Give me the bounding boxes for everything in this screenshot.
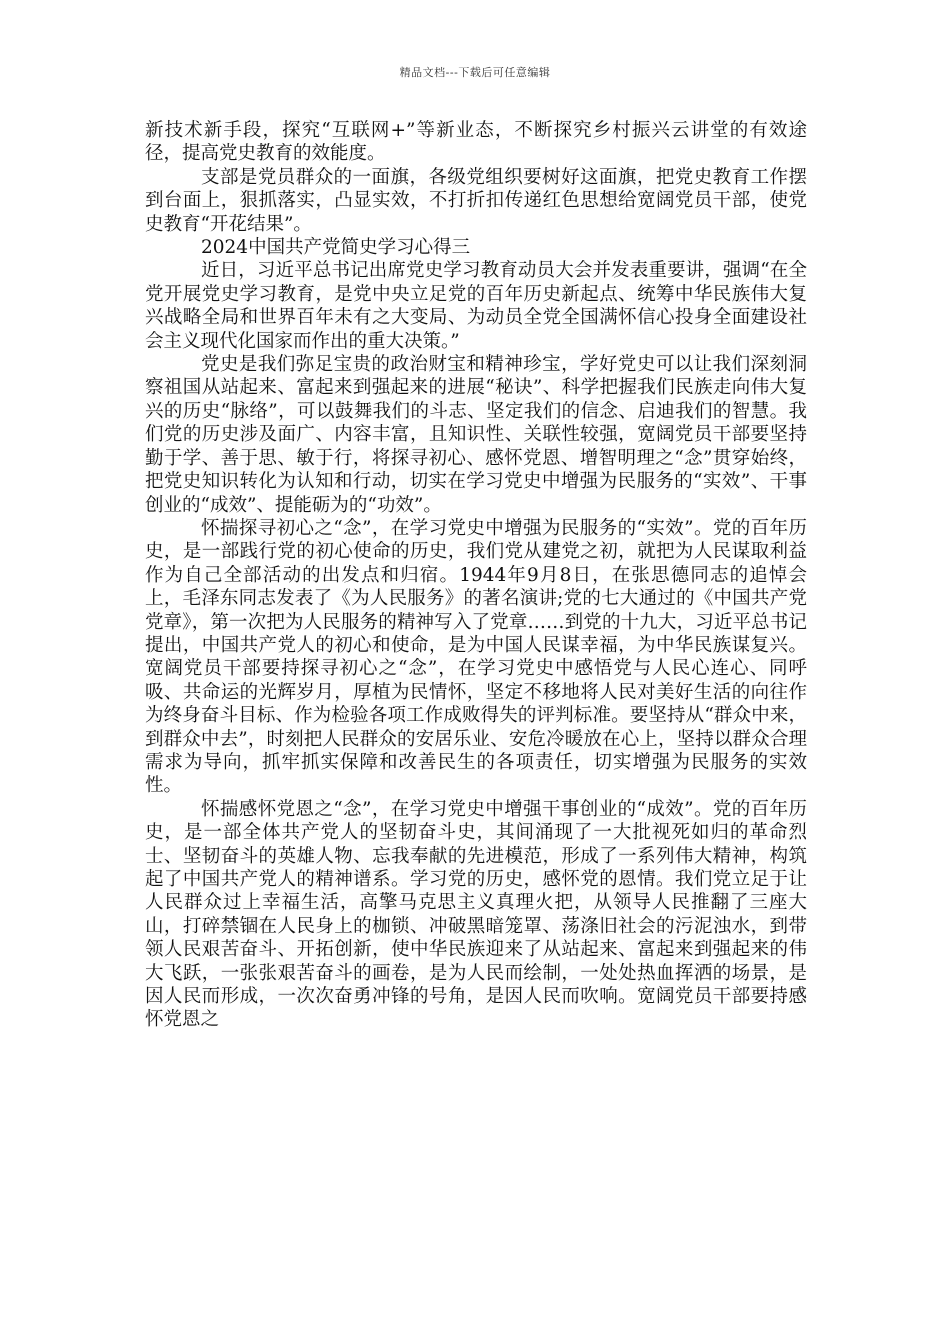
page-header: 精品文档---下载后可任意编辑 xyxy=(399,66,551,79)
section-title: 2024中国共产党简史学习心得三 xyxy=(201,237,471,259)
paragraph-6: 怀揣感怀党恩之“念”，在学习党史中增强干事创业的“成效”。党的百年历史，是一部全体共产党人的坚韧奋斗史，其间涌现了一大批视死如归的革命烈士、坚韧奋斗的英雄人物、忘我奉献的先进模范，形成了一系列伟大精神，构筑起了中国共产党人的精神谱系。学习党的历史，感怀党的恩情。我们党立足于让人民群众过上幸福生活，高擎马克思主义真理火把，从领导人民推翻了三座大山，打碎禁锢在人民身上的枷锁、冲破黑暗笼罩、荡涤旧社会的污泥浊水，到带领人民艰苦奋斗、开拓创新，使中华民族迎来了从站起来、富起来到强起来的伟大飞跃，一张张艰苦奋斗的画卷，是为人民而绘制，一处处热血挥洒的场景，是因人民而形成，一次次奋勇冲锋的号角，是因人民而吹响。宽阔党员干部要持感怀党恩之 xyxy=(145,798,807,1031)
paragraph-4: 党史是我们弥足宝贵的政治财宝和精神珍宝，学好党史可以让我们深刻洞察祖国从站起来、富起来到强起来的进展“秘诀”、科学把握我们民族走向伟大复兴的历史“脉络”，可以鼓舞我们的斗志、坚定我们的信念、启迪我们的智慧。我们党的历史涉及面广、内容丰富，且知识性、关联性较强，宽阔党员干部要坚持勤于学、善于思、敏于行，将探寻初心、感怀党恩、增智明理之“念”贯穿始终，把党史知识转化为认知和行动，切实在学习党史中增强为民服务的“实效”、干事创业的“成效”、提能砺为的“功效”。 xyxy=(145,354,807,516)
paragraph-2: 支部是党员群众的一面旗，各级党组织要树好这面旗，把党史教育工作摆到台面上，狠抓落实，凸显实效，不打折扣传递红色思想给宽阔党员干部，使党史教育“开花结果”。 xyxy=(145,166,807,235)
paragraph-5: 怀揣探寻初心之“念”，在学习党史中增强为民服务的“实效”。党的百年历史，是一部践行党的初心使命的历史，我们党从建党之初，就把为人民谋取利益作为自己全部活动的出发点和归宿。1944年9月8日，在张思德同志的追悼会上，毛泽东同志发表了《为人民服务》的著名演讲;党的七大通过的《中国共产党党章》，第一次把为人民服务的精神写入了党章……到党的十九大，习近平总书记提出，中国共产党人的初心和使命，是为中国人民谋幸福，为中华民族谋复兴。宽阔党员干部要持探寻初心之“念”，在学习党史中感悟党与人民心连心、同呼吸、共命运的光辉岁月，厚植为民情怀，坚定不移地将人民对美好生活的向往作为终身奋斗目标、作为检验各项工作成败得失的评判标准。要坚持从“群众中来，到群众中去”，时刻把人民群众的安居乐业、安危冷暖放在心上，坚持以群众合理需求为导向，抓牢抓实保障和改善民生的各项责任，切实增强为民服务的实效性。 xyxy=(145,517,807,797)
paragraph-3: 近日，习近平总书记出席党史学习教育动员大会并发表重要讲，强调“在全党开展党史学习教育，是党中央立足党的百年历史新起点、统筹中华民族伟大复兴战略全局和世界百年未有之大变局、为动员全党全国满怀信心投身全面建设社会主义现代化国家而作出的重大决策。” xyxy=(145,260,807,352)
document-body xyxy=(145,119,807,1032)
paragraph-1: 新技术新手段，探究“互联网+”等新业态，不断探究乡村振兴云讲堂的有效途径，提高党史教育的效能度。 xyxy=(145,120,807,165)
